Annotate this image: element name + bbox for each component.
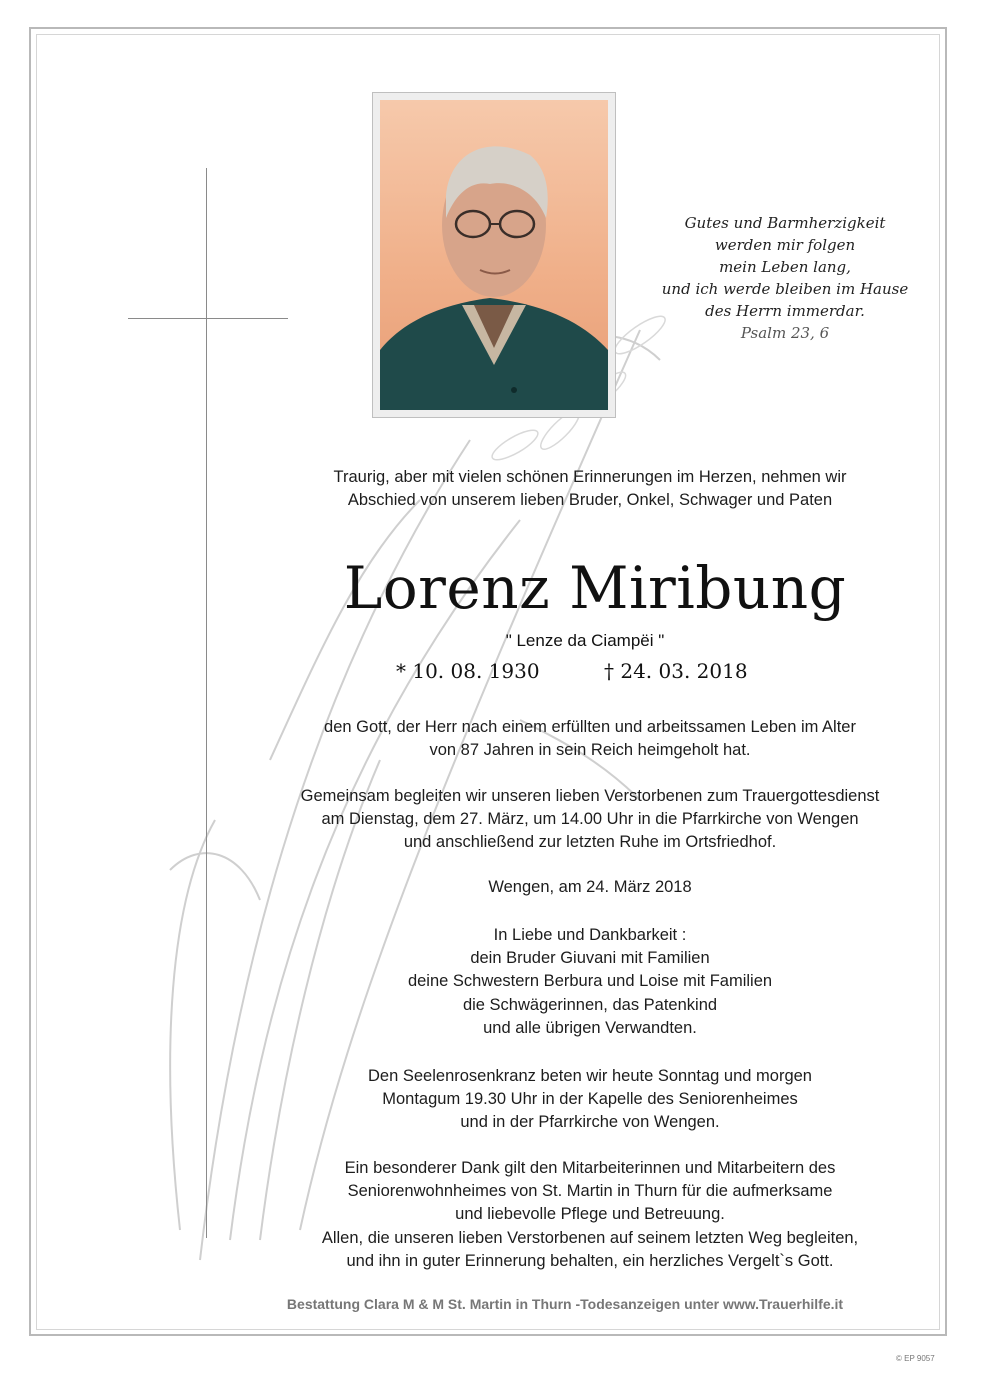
- deceased-name: Lorenz Miribung: [343, 554, 847, 622]
- text-line: dein Bruder Giuvani mit Familien: [470, 949, 710, 968]
- portrait-person-icon: [380, 100, 608, 410]
- paragraph-mourners: [200, 924, 980, 1040]
- text-line: und anschließend zur letzten Ruhe im Ortsfriedhof.: [403, 833, 777, 852]
- paragraph-life: [200, 716, 980, 762]
- text-line: Montagum 19.30 Uhr in der Kapelle des Seniorenheimes: [382, 1090, 798, 1109]
- text-line: In Liebe und Dankbarkeit :: [493, 926, 687, 944]
- verse-line: mein Leben lang,: [719, 258, 851, 276]
- paragraph-thanks: [200, 1157, 980, 1273]
- text-line: und liebevolle Pflege und Betreuung.: [455, 1205, 725, 1224]
- text-line: Gemeinsam begleiten wir unseren lieben Verstorbenen zum Trauergottesdienst: [300, 787, 880, 805]
- text-line: die Schwägerinnen, das Patenkind: [462, 995, 718, 1014]
- text-line: und ihn in guter Erinnerung behalten, ein herzliches Vergelt`s Gott.: [346, 1251, 834, 1270]
- text-line: Seniorenwohnheimes von St. Martin in Thurn für die aufmerksame: [347, 1182, 833, 1201]
- portrait-photo: [380, 100, 608, 410]
- footer-funeral-home: Bestattung Clara M & M St. Martin in Thurn -Todesanzeigen unter www.Trauerhilfe.it: [286, 1296, 844, 1312]
- place-date: Wengen, am 24. März 2018: [488, 878, 692, 896]
- birth-date: * 10. 08. 1930: [396, 659, 540, 683]
- document-code: © EP 9057: [896, 1354, 935, 1363]
- text-line: und alle übrigen Verwandten.: [483, 1018, 697, 1037]
- intro-text: [200, 466, 980, 512]
- text-line: und in der Pfarrkirche von Wengen.: [460, 1113, 720, 1132]
- text-line: Allen, die unseren lieben Verstorbenen auf seinem letzten Weg begleiten,: [321, 1228, 859, 1247]
- paragraph-rosary: [200, 1065, 980, 1135]
- text-line: den Gott, der Herr nach einem erfüllten und arbeitssamen Leben im Alter: [324, 718, 856, 736]
- death-date: † 24. 03. 2018: [604, 659, 748, 683]
- intro-line: Abschied von unserem lieben Bruder, Onkel, Schwager und Paten: [347, 491, 833, 510]
- text-line: Ein besonderer Dank gilt den Mitarbeiterinnen und Mitarbeitern des: [344, 1159, 836, 1177]
- text-line: deine Schwestern Berbura und Loise mit Familien: [407, 972, 773, 991]
- text-line: am Dienstag, dem 27. März, um 14.00 Uhr in die Pfarrkirche von Wengen: [321, 810, 859, 829]
- intro-line: Traurig, aber mit vielen schönen Erinnerungen im Herzen, nehmen wir: [333, 468, 847, 486]
- cross-horizontal-bar: [128, 318, 288, 319]
- text-line: Den Seelenrosenkranz beten wir heute Sonntag und morgen: [368, 1067, 812, 1085]
- paragraph-service: [200, 785, 980, 855]
- verse-line: werden mir folgen: [714, 236, 856, 254]
- verse-line: Gutes und Barmherzigkeit: [684, 214, 886, 232]
- bible-verse: [640, 212, 930, 344]
- text-line: von 87 Jahren in sein Reich heimgeholt hat.: [429, 741, 751, 760]
- verse-line: des Herrn immerdar.: [705, 302, 865, 320]
- verse-reference: Psalm 23, 6: [740, 324, 830, 342]
- verse-line: und ich werde bleiben im Hause: [661, 280, 909, 298]
- portrait-frame: [372, 92, 616, 418]
- deceased-nickname: " Lenze da Ciampëi ": [505, 631, 665, 650]
